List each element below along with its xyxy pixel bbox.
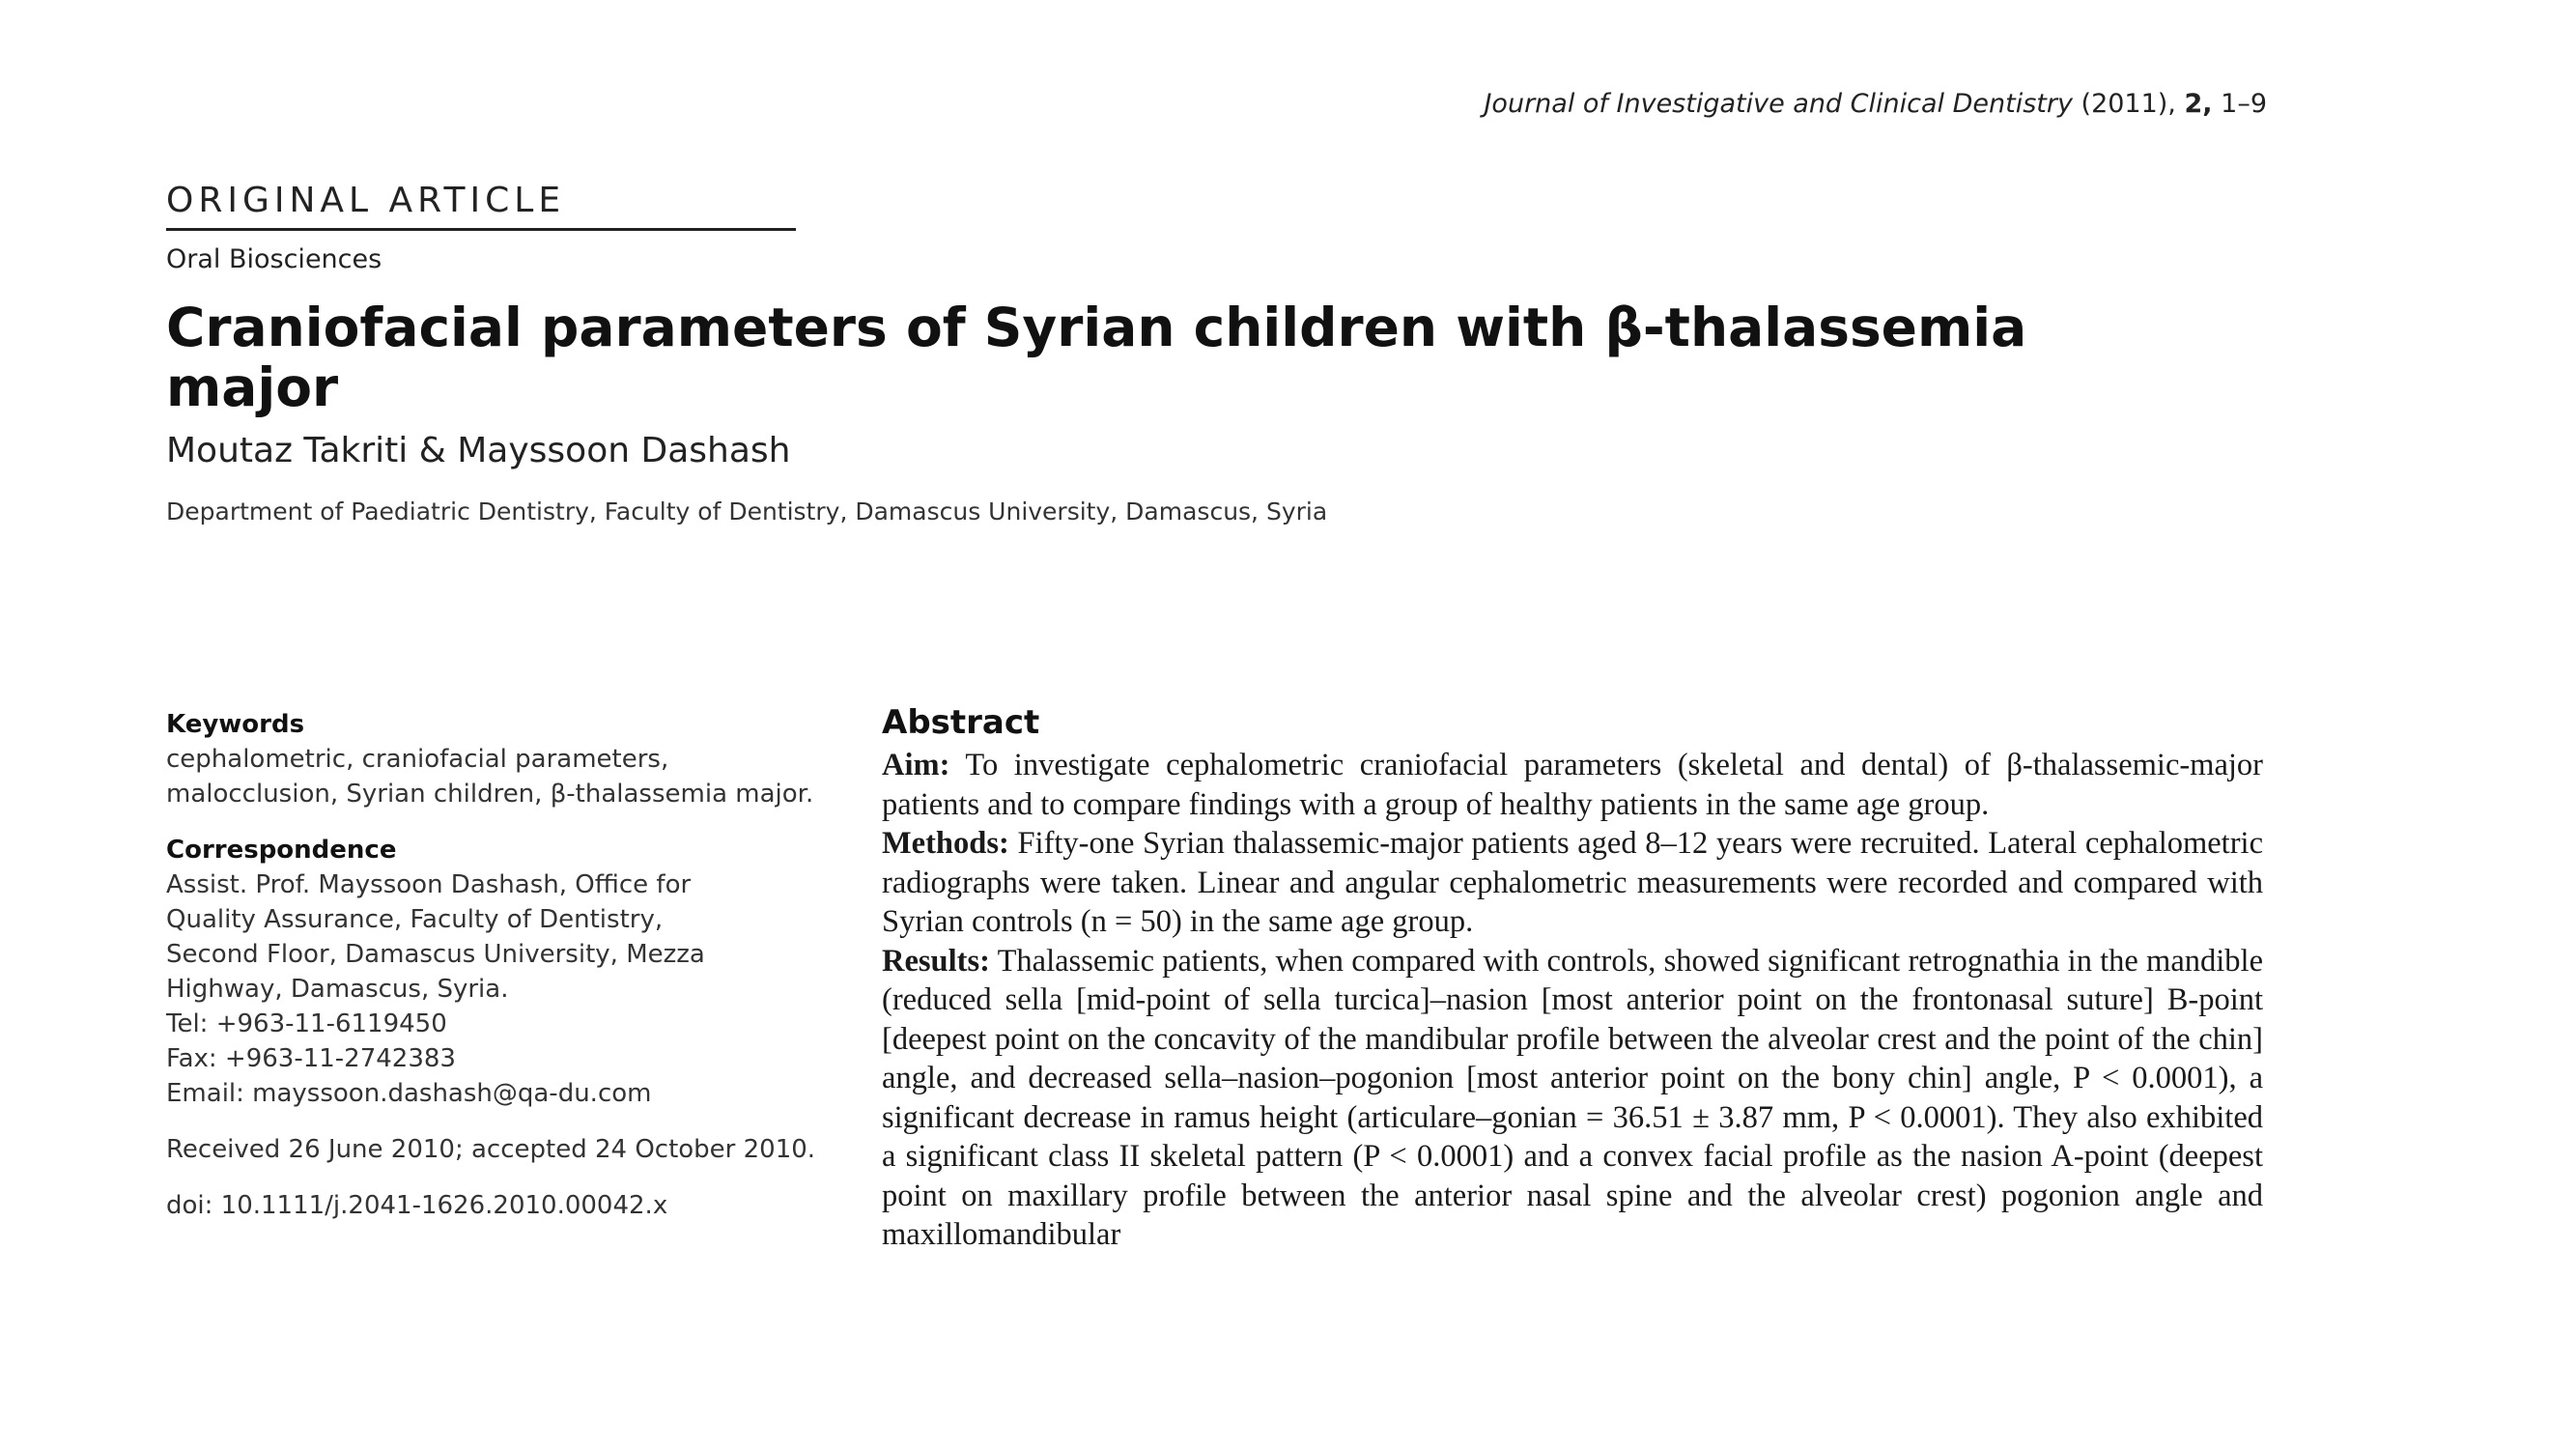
journal-volume: 2, (2184, 89, 2213, 119)
address-line: Assist. Prof. Mayssoon Dashash, Office for (166, 870, 692, 899)
doi: doi: 10.1111/j.2041-1626.2010.00042.x (166, 1191, 668, 1220)
abstract-results (882, 942, 2263, 1255)
email: Email: mayssoon.dashash@qa-du.com (166, 1079, 652, 1108)
abstract-heading: Abstract (882, 703, 1040, 742)
correspondence-heading: Correspondence (166, 836, 397, 865)
article-authors: Moutaz Takriti & Mayssoon Dashash (166, 431, 791, 470)
methods-label: Methods: (882, 826, 1009, 861)
correspondence-block (166, 833, 842, 1111)
methods-text: Fifty-one Syrian thalassemic-major patients aged 8–12 years were recruited. Lateral cephalometric radiographs were taken. Linear and angular cephalometric measurements were recorded and compared with Syrian controls (n = 50) in the same age group. (882, 826, 2263, 939)
keywords-block (166, 707, 842, 811)
telephone: Tel: +963-11-6119450 (166, 1009, 447, 1038)
aim-label: Aim: (882, 748, 950, 782)
article-sidebar (166, 707, 842, 1244)
received-dates: Received 26 June 2010; accepted 24 October 2010. (166, 1135, 816, 1164)
fax: Fax: +963-11-2742383 (166, 1044, 456, 1073)
article-affiliation: Department of Paediatric Dentistry, Faculty of Dentistry, Damascus University, Damascus, Syria (166, 497, 1328, 526)
abstract-aim (882, 746, 2263, 824)
article-subject: Oral Biosciences (166, 244, 382, 274)
article-type-label: ORIGINAL ARTICLE (166, 181, 796, 231)
address-line: Second Floor, Damascus University, Mezza (166, 940, 705, 969)
journal-citation (1484, 89, 2267, 119)
journal-name: Journal of Investigative and Clinical Dentistry (1484, 89, 2073, 119)
article-title: Craniofacial parameters of Syrian children with β-thalassemia major (166, 297, 2027, 418)
abstract-section (882, 703, 2263, 1399)
journal-year: (2011), (2081, 89, 2176, 119)
address-line: Quality Assurance, Faculty of Dentistry, (166, 905, 664, 934)
address-line: Highway, Damascus, Syria. (166, 975, 509, 1004)
keywords-heading: Keywords (166, 710, 305, 739)
results-text: Thalassemic patients, when compared with controls, showed significant retrognathia in the mandible (reduced sella [mid-point of sella turcica]–nasion [most anterior point on the frontonasal suture] B-point [deepest point on the concavity of the mandibular profile between the alveolar crest and the point of the chin] angle, and decreased sella–nasion–pogonion [most anterior point on the bony chin] angle, P < 0.0001), a significant decrease in ramus height (articulare–gonian = 36.51 ± 3.87 mm, P < 0.0001). They also exhibited a significant class II skeletal pattern (P < 0.0001) and a convex facial profile as the nasion A-point (deepest point on maxillary profile between the anterior nasal spine and the alveolar crest) pogonion angle and maxillomandibular (882, 943, 2263, 1252)
results-label: Results: (882, 943, 990, 979)
abstract-methods (882, 824, 2263, 942)
keywords-text: cephalometric, craniofacial parameters, malocclusion, Syrian children, β-thalassemia major. (166, 745, 814, 809)
journal-pages: 1–9 (2221, 89, 2267, 119)
aim-text: To investigate cephalometric craniofacial parameters (skeletal and dental) of β-thalassemic-major patients and to compare findings with a group of healthy patients in the same age group. (882, 748, 2263, 822)
